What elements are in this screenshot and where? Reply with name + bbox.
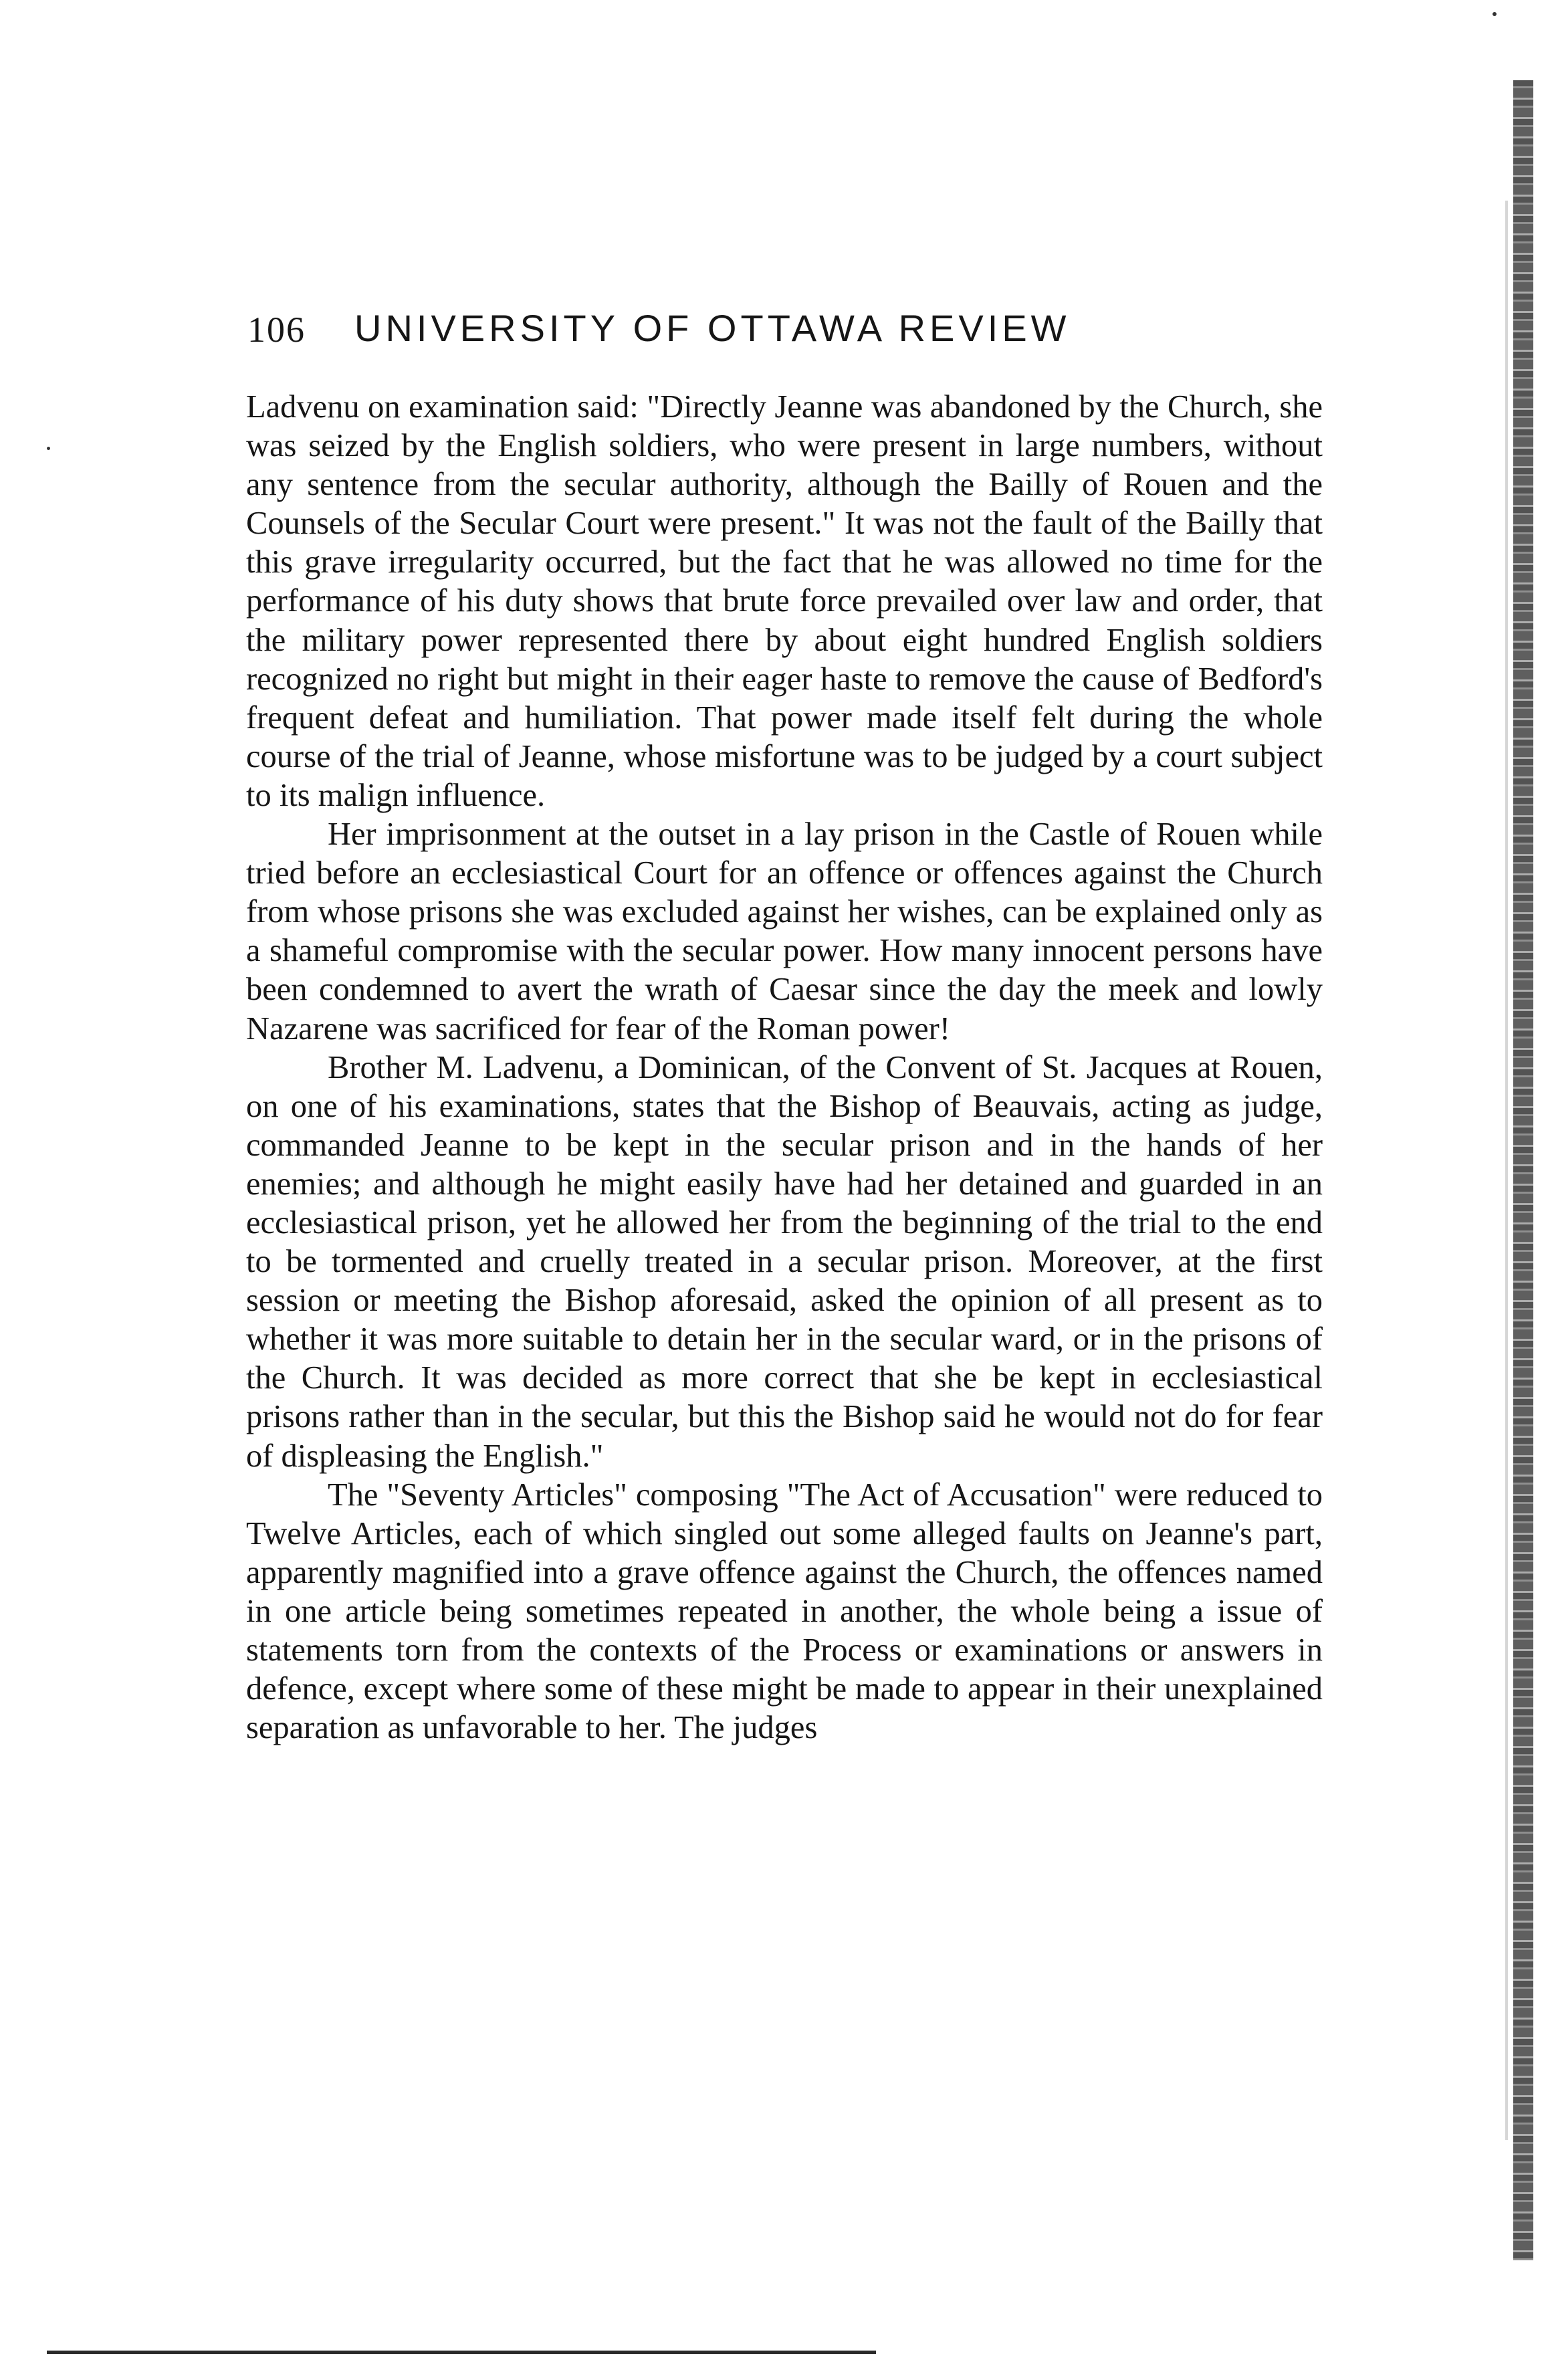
scan-binding-edge [1513,80,1533,2260]
running-header [247,309,1331,362]
body-text [246,388,1323,1747]
paragraph-brother-ladvenu: Brother M. Ladvenu, a Dominican, of the Convent of St. Jacques at Rouen, on one of his examinations, states that the Bishop of Beauvais, acting as judge, commanded Jeanne to be kept in the secular prison and in the hands of her enemies; and although he might easily have had her detained and guarded in an ecclesiastical prison, yet he allowed her from the beginning of the trial to the end to be tormented and cruelly treated in a secular prison. Moreover, at the first session or meeting the Bishop aforesaid, asked the opinion of all present as to whether it was more suitable to detain her in the secular ward, or in the prisons of the Church. It was decided as more correct that she be kept in ecclesiastical prisons rather than in the secular, but this the Bishop said he would not do for fear of displeasing the English." [246,1049,1323,1474]
bottom-rule [47,2351,876,2354]
scan-speck [47,447,50,450]
scan-shadow-line [1505,201,1508,2140]
running-title: UNIVERSITY OF OTTAWA REVIEW [354,307,1071,349]
scan-speck [1493,12,1497,16]
paragraph-imprisonment: Her imprisonment at the outset in a lay prison in the Castle of Rouen while tried before an ecclesiastical Court for an offence or offences against the Church from whose prisons she was excluded against her wishes, can be explained only as a shameful compromise with the secular power. How many innocent persons have been condemned to avert the wrath of Caesar since the day the meek and lowly Nazarene was sacrificed for fear of the Roman power! [246,817,1323,1047]
paragraph-ladvenu-testimony: Ladvenu on examination said: "Directly Jeanne was abandoned by the Church, she was seized by the English soldiers, who were present in large numbers, without any sentence from the secular authority, although the Bailly of Rouen and the Counsels of the Secular Court were present." It was not the fault of the Bailly that this grave irregularity occurred, but the fact that he was allowed no time for the performance of his duty shows that brute force prevailed over law and order, that the military power represented there by about eight hundred English soldiers recognized no right but might in their eager haste to remove the cause of Bedford's frequent defeat and humiliation. That power made itself felt during the whole course of the trial of Jeanne, whose misfortune was to be judged by a court subject to its malign influence. [246,389,1323,813]
page-number: 106 [247,310,306,350]
paragraph-seventy-articles: The "Seventy Articles" composing "The Act of Accusation" were reduced to Twelve Articles, each of which singled out some alleged faults on Jeanne's part, apparently magnified into a grave offence against the Church, the offences named in one article being sometimes repeated in another, the whole being a issue of statements torn from the contexts of the Process or examinations or answers in defence, except where some of these might be made to appear in their unexplained separation as unfavorable to her. The judges [246,1477,1323,1746]
